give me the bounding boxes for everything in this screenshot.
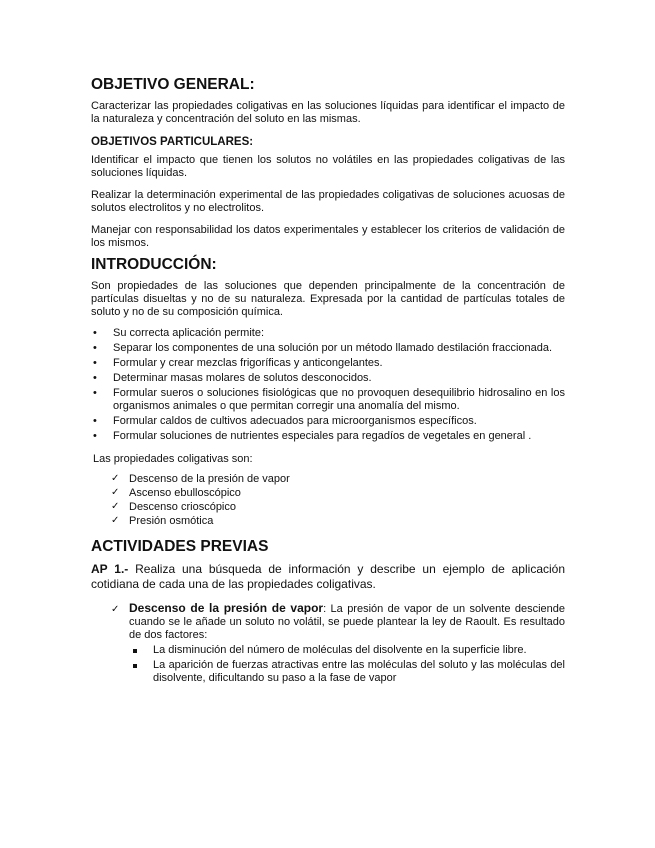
- list-item: ✓ Presión osmótica: [91, 514, 565, 528]
- list-item: • Formular sueros o soluciones fisiológicas que no provoquen desequilibrio hidrosalino en los organismos animales o que permitan corregir una anomalía del mismo.: [91, 387, 565, 413]
- presion-vapor-title: Descenso de la presión de vapor: [129, 601, 324, 615]
- list-item: La aparición de fuerzas atractivas entre las moléculas del soluto y las moléculas del disolvente, dificultando su paso a la fase de vapor: [129, 659, 565, 685]
- list-item: ✓ Descenso de la presión de vapor: [91, 472, 565, 486]
- list-item: • Formular soluciones de nutrientes especiales para regadíos de vegetales en general .: [91, 430, 565, 443]
- presion-vapor-text: : La presión de vapor de un solvente desciende cuando se le añade un soluto no volátil, se puede plantear la ley de Raoult. Es resultado de dos factores:: [129, 603, 565, 641]
- propiedades-intro: Las propiedades coligativas son:: [93, 453, 253, 465]
- list-item: • Su correcta aplicación permite:: [91, 327, 565, 340]
- list-item: La disminución del número de moléculas del disolvente en la superficie libre.: [129, 644, 565, 657]
- objetivo-general-heading: OBJETIVO GENERAL:: [91, 76, 255, 93]
- objetivo-particular-3: Manejar con responsabilidad los datos experimentales y establecer los criterios de validación de los mismos.: [91, 224, 565, 249]
- ap1-paragraph: [91, 562, 565, 592]
- list-item: • Formular y crear mezclas frigoríficas y anticongelantes.: [91, 357, 565, 370]
- objetivo-particular-1: Identificar el impacto que tienen los solutos no volátiles en las propiedades coligativas de las soluciones líquidas.: [91, 154, 565, 179]
- document-content: [91, 76, 565, 687]
- introduccion-paragraph: Son propiedades de las soluciones que dependen principalmente de la concentración de partículas disueltas y no de su naturaleza. Expresada por la cantidad de partículas totales de soluto y no de su composición química.: [91, 280, 565, 318]
- ap1-label: AP 1.-: [91, 562, 129, 576]
- objetivo-general-text: Caracterizar las propiedades coligativas en las soluciones líquidas para identificar el impacto de la naturaleza y concentración del soluto en las mismas.: [91, 100, 565, 125]
- aplicaciones-list: [91, 327, 565, 443]
- ap1-text: Realiza una búsqueda de información y describe un ejemplo de aplicación cotidiana de cada una de las propiedades coligativas.: [91, 562, 566, 591]
- propiedades-list: [91, 472, 565, 528]
- introduccion-heading: INTRODUCCIÓN:: [91, 256, 217, 273]
- factores-list: [91, 644, 565, 685]
- presion-vapor-item: [91, 602, 565, 642]
- list-item: • Formular caldos de cultivos adecuados para microorganismos específicos.: [91, 415, 565, 428]
- list-item: ✓ Ascenso ebulloscópico: [91, 486, 565, 500]
- actividades-heading: ACTIVIDADES PREVIAS: [91, 538, 269, 555]
- list-item: ✓ Descenso crioscópico: [91, 500, 565, 514]
- list-item: • Determinar masas molares de solutos desconocidos.: [91, 372, 565, 385]
- objetivos-particulares-heading: OBJETIVOS PARTICULARES:: [91, 136, 254, 148]
- list-item: • Separar los componentes de una solución por un método llamado destilación fraccionada.: [91, 342, 565, 355]
- objetivo-particular-2: Realizar la determinación experimental de las propiedades coligativas de soluciones acuosas de solutos electrolitos y no electrolitos.: [91, 189, 565, 214]
